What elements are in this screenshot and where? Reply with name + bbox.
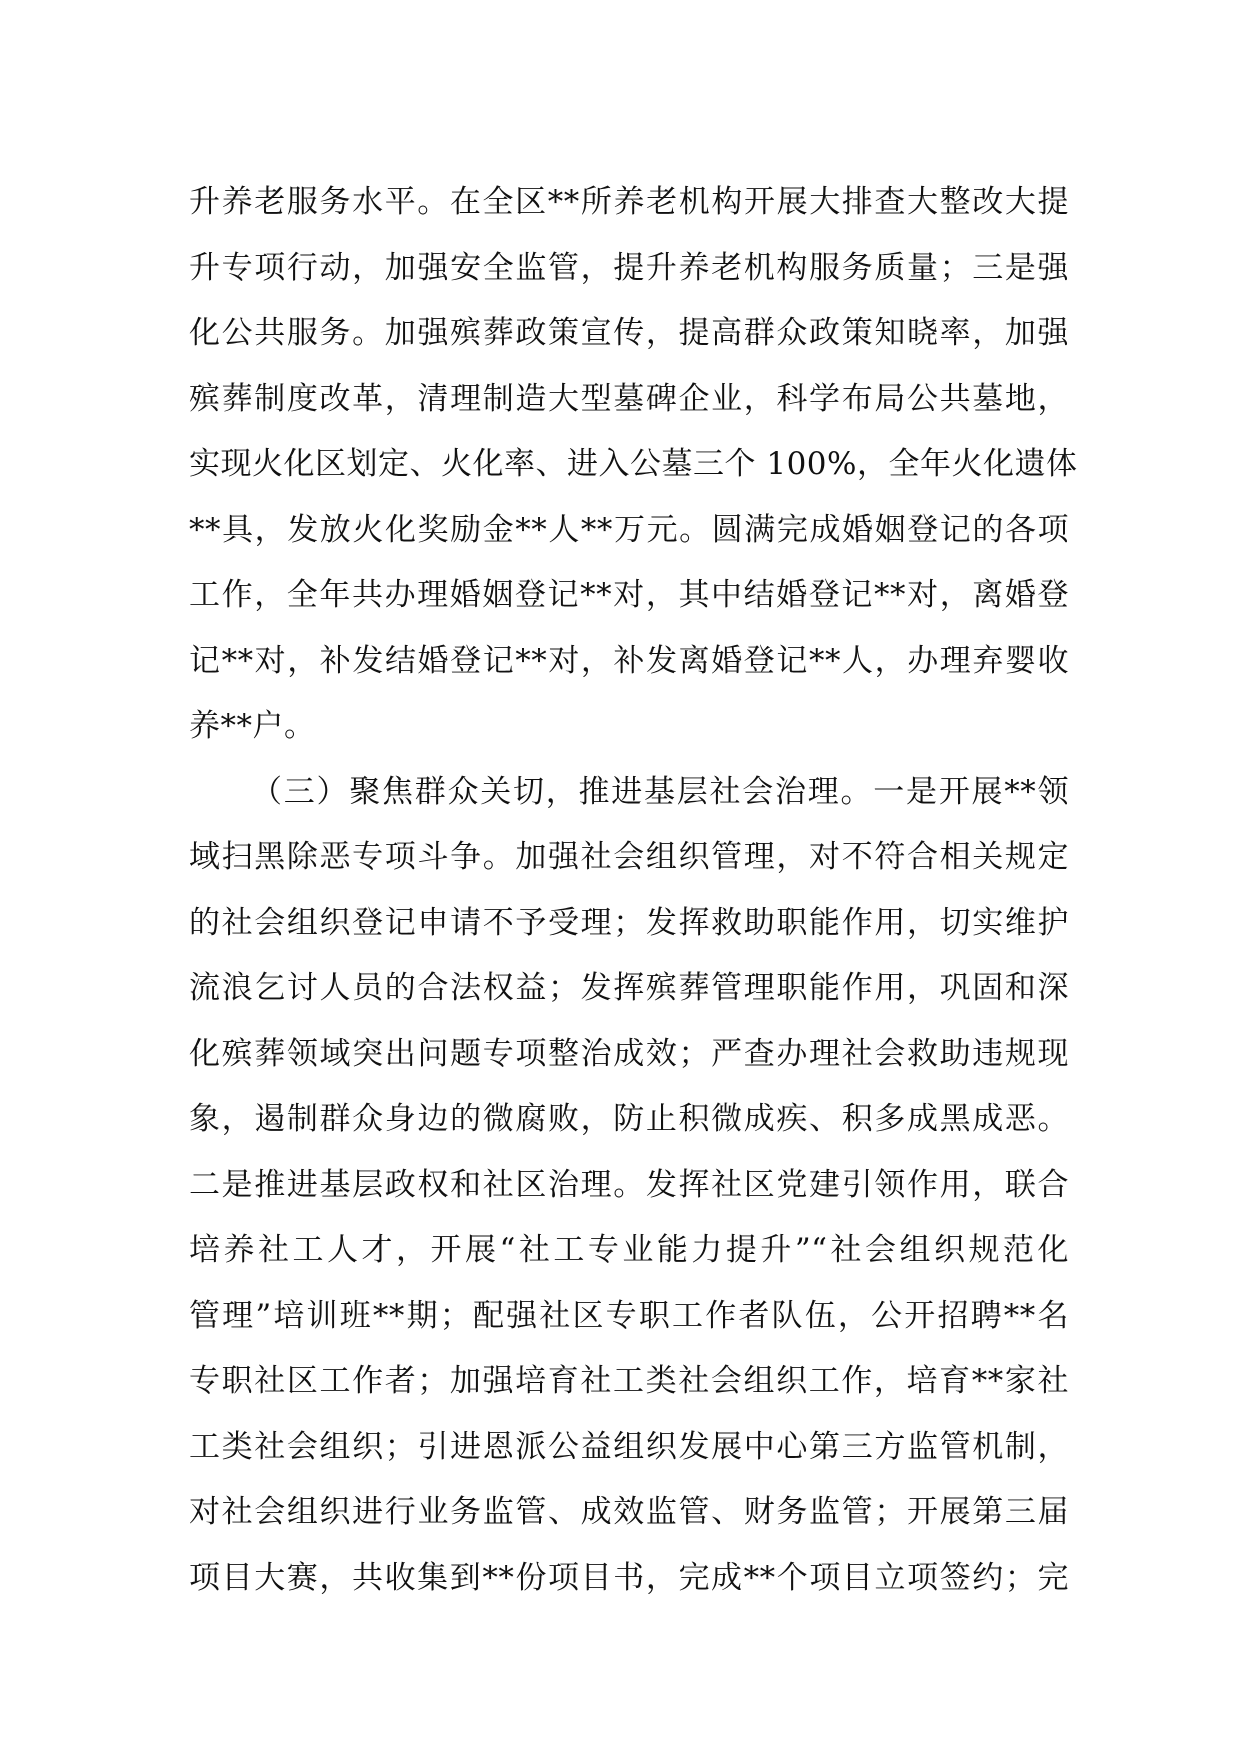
text-line: 实现火化区划定、火化率、进入公墓三个 100%，全年火化遗体	[189, 446, 1078, 482]
text-line: 项目大赛，共收集到**份项目书，完成**个项目立项签约；完	[189, 1559, 1069, 1596]
text-line: 的社会组织登记申请不予受理；发挥救助职能作用，切实维护	[189, 904, 1069, 941]
text-line: 域扫黑除恶专项斗争。加强社会组织管理，对不符合相关规定	[189, 839, 1069, 875]
body-text	[189, 170, 1078, 1611]
text-line: 化公共服务。加强殡葬政策宣传，提高群众政策知晓率，加强	[189, 315, 1069, 351]
text-line: 殡葬制度改革，清理制造大型墓碑企业，科学布局公共墓地，	[189, 380, 1069, 417]
text-line: 流浪乞讨人员的合法权益；发挥殡葬管理职能作用，巩固和深	[189, 970, 1069, 1006]
text-line: 象，遏制群众身边的微腐败，防止积微成疾、积多成黑成恶。	[189, 1101, 1069, 1137]
text-line: 二是推进基层政权和社区治理。发挥社区党建引领作用，联合	[189, 1166, 1069, 1203]
text-line: 记**对，补发结婚登记**对，补发离婚登记**人，办理弃婴收	[189, 642, 1069, 679]
section-heading-line: （三）聚焦群众关切，推进基层社会治理。一是开展**领	[251, 773, 1069, 810]
paragraph-end-line: 养**户。	[189, 708, 316, 744]
text-line: 工作，全年共办理婚姻登记**对，其中结婚登记**对，离婚登	[189, 577, 1069, 613]
text-line: 对社会组织进行业务监管、成效监管、财务监管；开展第三届	[189, 1494, 1069, 1530]
text-line: 专职社区工作者；加强培育社工类社会组织工作，培育**家社	[189, 1363, 1069, 1399]
text-line: **具，发放火化奖励金**人**万元。圆满完成婚姻登记的各项	[189, 511, 1069, 548]
text-line: 工类社会组织；引进恩派公益组织发展中心第三方监管机制，	[189, 1428, 1069, 1465]
text-line: 升养老服务水平。在全区**所养老机构开展大排查大整改大提	[189, 184, 1069, 220]
text-line: 化殡葬领域突出问题专项整治成效；严查办理社会救助违规现	[189, 1035, 1069, 1072]
text-line: 升专项行动，加强安全监管，提升养老机构服务质量；三是强	[189, 249, 1069, 286]
text-line: 管理”培训班**期；配强社区专职工作者队伍，公开招聘**名	[189, 1297, 1069, 1334]
text-line: 培养社工人才，开展“社工专业能力提升”“社会组织规范化	[189, 1232, 1069, 1268]
